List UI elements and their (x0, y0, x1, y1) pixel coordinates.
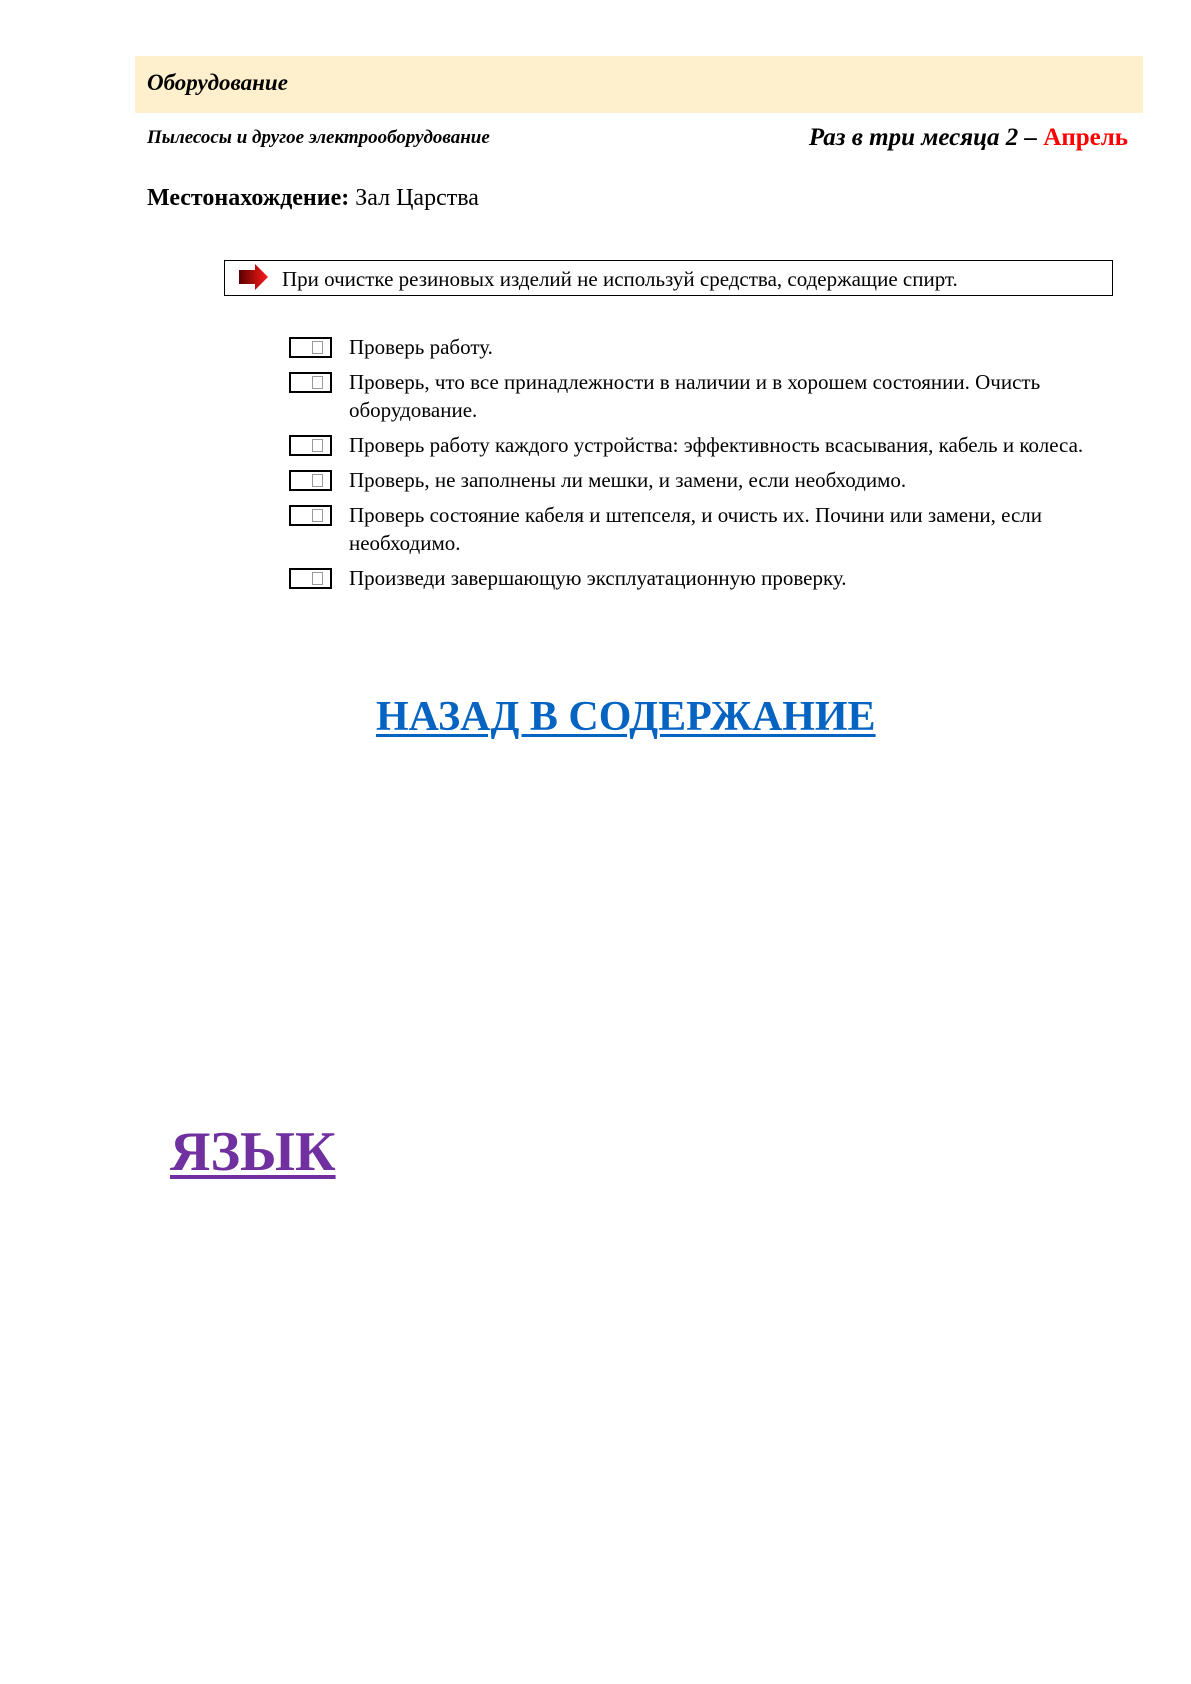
checkbox[interactable] (289, 435, 332, 456)
maintenance-checklist (289, 333, 1109, 599)
back-to-contents-link[interactable]: НАЗАД В СОДЕРЖАНИЕ (376, 694, 876, 740)
checkbox[interactable] (289, 372, 332, 393)
checkbox[interactable] (289, 505, 332, 526)
location-label: Местонахождение: (147, 185, 350, 211)
checklist-item-text: Проверь, не заполнены ли мешки, и замени, если необходимо. (349, 468, 907, 492)
checklist-item (289, 368, 1109, 424)
checkbox[interactable] (289, 568, 332, 589)
frequency-month: Апрель (1043, 124, 1128, 151)
location-value: Зал Царства (355, 185, 479, 211)
frequency-label (809, 124, 1128, 152)
checklist-item-text: Проверь, что все принадлежности в наличии и в хорошем состоянии. Очисть оборудование. (349, 370, 1041, 422)
checkbox[interactable] (289, 337, 332, 358)
checklist-item-text: Проверь работу каждого устройства: эффективность всасывания, кабель и колеса. (349, 433, 1084, 457)
location-line (147, 185, 479, 212)
checkbox[interactable] (289, 470, 332, 491)
red-arrow-right-icon (239, 264, 269, 290)
checklist-item (289, 431, 1109, 459)
equipment-subtitle: Пылесосы и другое электрооборудование (147, 127, 490, 148)
checklist-item (289, 564, 1109, 592)
section-title: Оборудование (147, 70, 288, 95)
checklist-item-text: Проверь работу. (349, 335, 493, 359)
warning-box (224, 260, 1113, 296)
warning-text: При очистке резиновых изделий не используй средства, содержащие спирт. (282, 267, 958, 291)
section-header-band (135, 56, 1143, 113)
checklist-item (289, 333, 1109, 361)
checklist-item-text: Проверь состояние кабеля и штепселя, и очисть их. Почини или замени, если необходимо. (349, 503, 1042, 555)
frequency-text: Раз в три месяца 2 – (808, 124, 1038, 151)
checklist-item (289, 466, 1109, 494)
language-link[interactable]: ЯЗЫК (170, 1121, 336, 1183)
checklist-item-text: Произведи завершающую эксплуатационную проверку. (349, 566, 847, 590)
checklist-item (289, 501, 1109, 557)
